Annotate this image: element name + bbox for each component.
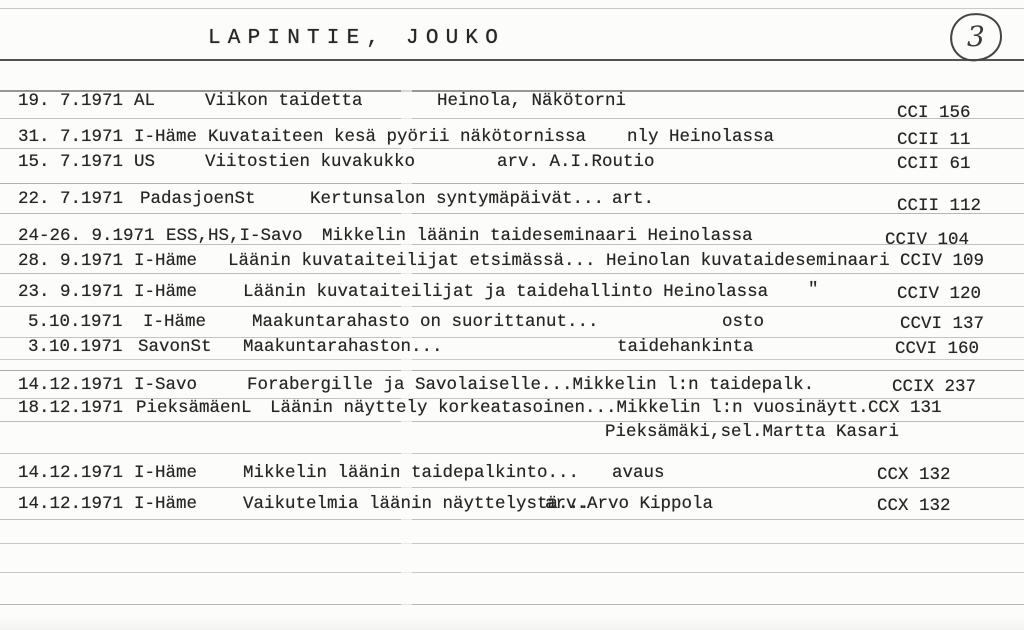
entry-title: Maakuntarahaston...	[243, 337, 443, 357]
entry-date: 24-26. 9.1971	[18, 226, 155, 246]
entry-date: 14.12.1971	[18, 375, 124, 395]
ruled-line	[0, 370, 1024, 371]
entry-date: 23. 9.1971	[18, 282, 124, 302]
entry-source: I-Häme	[134, 251, 198, 271]
ruled-line	[0, 183, 1024, 184]
entry-source: US	[134, 152, 156, 172]
entry-date: 22. 7.1971	[18, 189, 124, 209]
entry-source: SavonSt	[138, 337, 212, 357]
entry-title: Läänin näyttely korkeatasoinen...Mikkelin l:n vuosinäytt.	[270, 398, 869, 418]
entry-title: Viikon taidetta	[205, 91, 363, 111]
ruled-line	[0, 519, 1024, 520]
entry-note: osto	[722, 312, 765, 332]
ruled-line	[0, 118, 1024, 119]
entry-date: 14.12.1971	[18, 494, 124, 514]
entry-date: 18.12.1971	[18, 398, 124, 418]
entry-date: 15. 7.1971	[18, 152, 124, 172]
entry-ref: CCX 131	[868, 398, 942, 418]
entry-date: 19. 7.1971	[18, 91, 124, 111]
entry-ref: CCII 112	[897, 196, 982, 216]
ruled-line	[0, 306, 1024, 307]
entry-date: 3.10.1971	[28, 337, 123, 357]
page-number: 3	[967, 20, 985, 54]
entry-source: I-Häme	[134, 494, 198, 514]
ruled-line	[0, 59, 1024, 61]
entry-ref: CCIV 104	[885, 230, 970, 250]
entry-note: nly Heinolassa	[627, 127, 775, 147]
entry-title: Viitostien kuvakukko	[205, 152, 416, 172]
entry-title: Mikkelin läänin taidepalkinto...	[243, 463, 580, 483]
entry-note: "	[808, 280, 819, 300]
entry-note: arv. A.I.Routio	[497, 152, 655, 172]
entry-note: taidehankinta	[617, 337, 754, 357]
entry-title: Pieksämäki,sel.Martta Kasari	[605, 422, 900, 442]
entry-source: I-Häme	[134, 127, 198, 147]
entry-title: Kertunsalon syntymäpäivät...	[310, 189, 605, 209]
entry-title: Maakuntarahasto on suorittanut...	[252, 312, 599, 332]
entry-ref: CCVI 160	[895, 339, 980, 359]
entry-title: Läänin kuvataiteilijat etsimässä... Heinolan kuvataideseminaari	[228, 251, 890, 271]
entry-date: 31. 7.1971	[18, 127, 124, 147]
entry-ref: CCIV 120	[897, 284, 982, 304]
entry-source: I-Häme	[134, 463, 198, 483]
ruled-line	[0, 572, 1024, 573]
entry-source: PadasjoenSt	[140, 189, 256, 209]
ruled-line	[0, 543, 1024, 544]
entry-note: art.	[612, 189, 655, 209]
entry-note: Heinola, Näkötorni	[437, 91, 627, 111]
ruled-line	[0, 487, 1024, 488]
entry-date: 28. 9.1971	[18, 251, 124, 271]
entry-title: Kuvataiteen kesä pyörii näkötornissa	[208, 127, 587, 147]
entry-title: Vaikutelmia läänin näyttelystä...	[243, 494, 590, 514]
entry-source: I-Häme	[143, 312, 207, 332]
entry-ref: CCI 156	[897, 103, 971, 123]
entry-source: I-Savo	[134, 375, 198, 395]
scan-edge-shadow	[0, 618, 1024, 630]
entry-ref: CCII 61	[897, 154, 971, 174]
entry-note: avaus	[612, 463, 665, 483]
entry-title: Läänin kuvataiteilijat ja taidehallinto Heinolassa	[243, 282, 769, 302]
entry-date: 5.10.1971	[28, 312, 123, 332]
ruled-line	[0, 273, 1024, 274]
entry-title: Mikkelin läänin taideseminaari Heinolassa	[322, 226, 753, 246]
entry-ref: CCII 11	[897, 130, 971, 150]
ruled-line	[0, 453, 1024, 454]
entry-ref: CCVI 137	[900, 314, 985, 334]
entry-source: I-Häme	[134, 282, 198, 302]
entry-source: ESS,HS,I-Savo	[166, 226, 303, 246]
entry-date: 14.12.1971	[18, 463, 124, 483]
ruled-line	[0, 604, 1024, 605]
page-number-circle	[947, 10, 1004, 64]
ruled-line	[0, 148, 1024, 149]
entry-ref: CCX 132	[877, 496, 951, 516]
entry-ref: CCIV 109	[900, 251, 985, 271]
ruled-line	[0, 8, 1024, 9]
card-title: LAPINTIE, JOUKO	[208, 27, 506, 50]
entry-title: Forabergille ja Savolaiselle...Mikkelin l:n taidepalk.	[247, 375, 815, 395]
ruled-line	[0, 213, 1024, 214]
entry-source: PieksämäenL	[136, 398, 252, 418]
entry-note: arv.Arvo Kippola	[545, 494, 714, 514]
entry-source: AL	[134, 91, 156, 111]
ruled-line	[0, 359, 1024, 360]
entry-ref: CCIX 237	[892, 377, 977, 397]
entry-ref: CCX 132	[877, 465, 951, 485]
